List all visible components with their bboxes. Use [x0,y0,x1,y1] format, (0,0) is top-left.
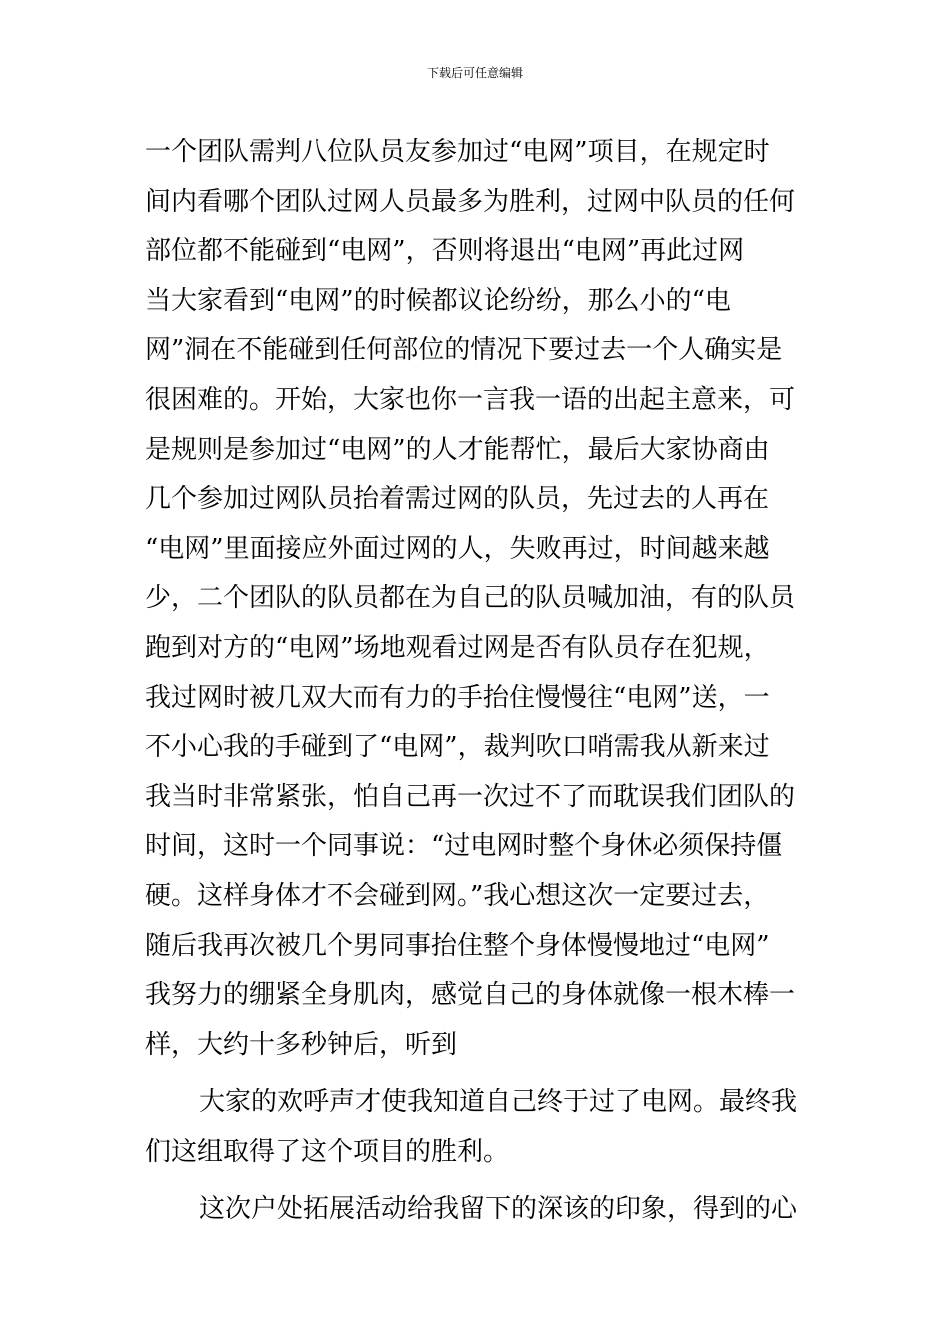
text-line: 部位都不能碰到“电网”，否则将退出“电网”再此过网 [145,236,745,267]
paragraph-spacer [145,1177,810,1185]
paragraph-1 [145,128,810,1070]
text-line: 样，大约十多秒钟后，听到 [145,1029,458,1060]
text-line: 少，二个团队的队员都在为自己的队员喊加油，有的队员 [145,583,796,614]
text-line: 很困难的。开始，大家也你一言我一语的出起主意来，可 [145,384,796,415]
text-line: 是规则是参加过“电网”的人才能帮忙，最后大家协商由 [145,434,770,465]
paragraph-3 [145,1185,810,1235]
text-line: 硬。这样身体才不会碰到网。”我心想这次一定要过去， [145,880,770,911]
text-line: 跑到对方的“电网”场地观看过网是否有队员存在犯规， [145,632,770,663]
text-line: 们这组取得了这个项目的胜利。 [145,1136,510,1167]
text-line: 时间，这时一个同事说：“过电网时整个身休必须保持僵 [145,831,783,862]
text-line: 网”洞在不能碰到任何部位的情况下要过去一个人确实是 [145,335,783,366]
paragraph-2 [145,1078,810,1177]
text-line: 一个团队需判八位队员友参加过“电网”项目，在规定时 [145,137,770,167]
text-line: 不小心我的手碰到了“电网”，裁判吹口哨需我从新来过 [145,732,770,763]
paragraph-spacer [145,1070,810,1078]
text-line: “电网”里面接应外面过网的人，失败再过，时间越来越 [145,533,770,564]
page-header: 下载后可任意编辑 [426,66,523,80]
document-body [145,128,810,1235]
text-line: 这次户处拓展活动给我留下的深该的印象，得到的心 [199,1194,798,1225]
text-line: 间内看哪个团队过网人员最多为胜利，过网中队员的任何 [145,186,796,217]
text-line: 几个参加过网队员抬着需过网的队员，先过去的人再在 [145,484,770,515]
text-line: 大家的欢呼声才使我知道自己终于过了电网。最终我 [199,1087,798,1118]
text-line: 当大家看到“电网”的时候都议论纷纷，那么小的“电 [145,285,731,316]
text-line: 随后我再次被几个男同事抬住整个身体慢慢地过“电网” [145,930,770,961]
text-line: 我过网时被几双大而有力的手抬住慢慢往“电网”送，一 [145,682,770,713]
text-line: 我努力的绷紧全身肌肉，感觉自己的身体就像一根木棒一 [145,980,796,1011]
text-line: 我当时非常紧张，怕自己再一次过不了而耽误我们团队的 [145,781,796,812]
